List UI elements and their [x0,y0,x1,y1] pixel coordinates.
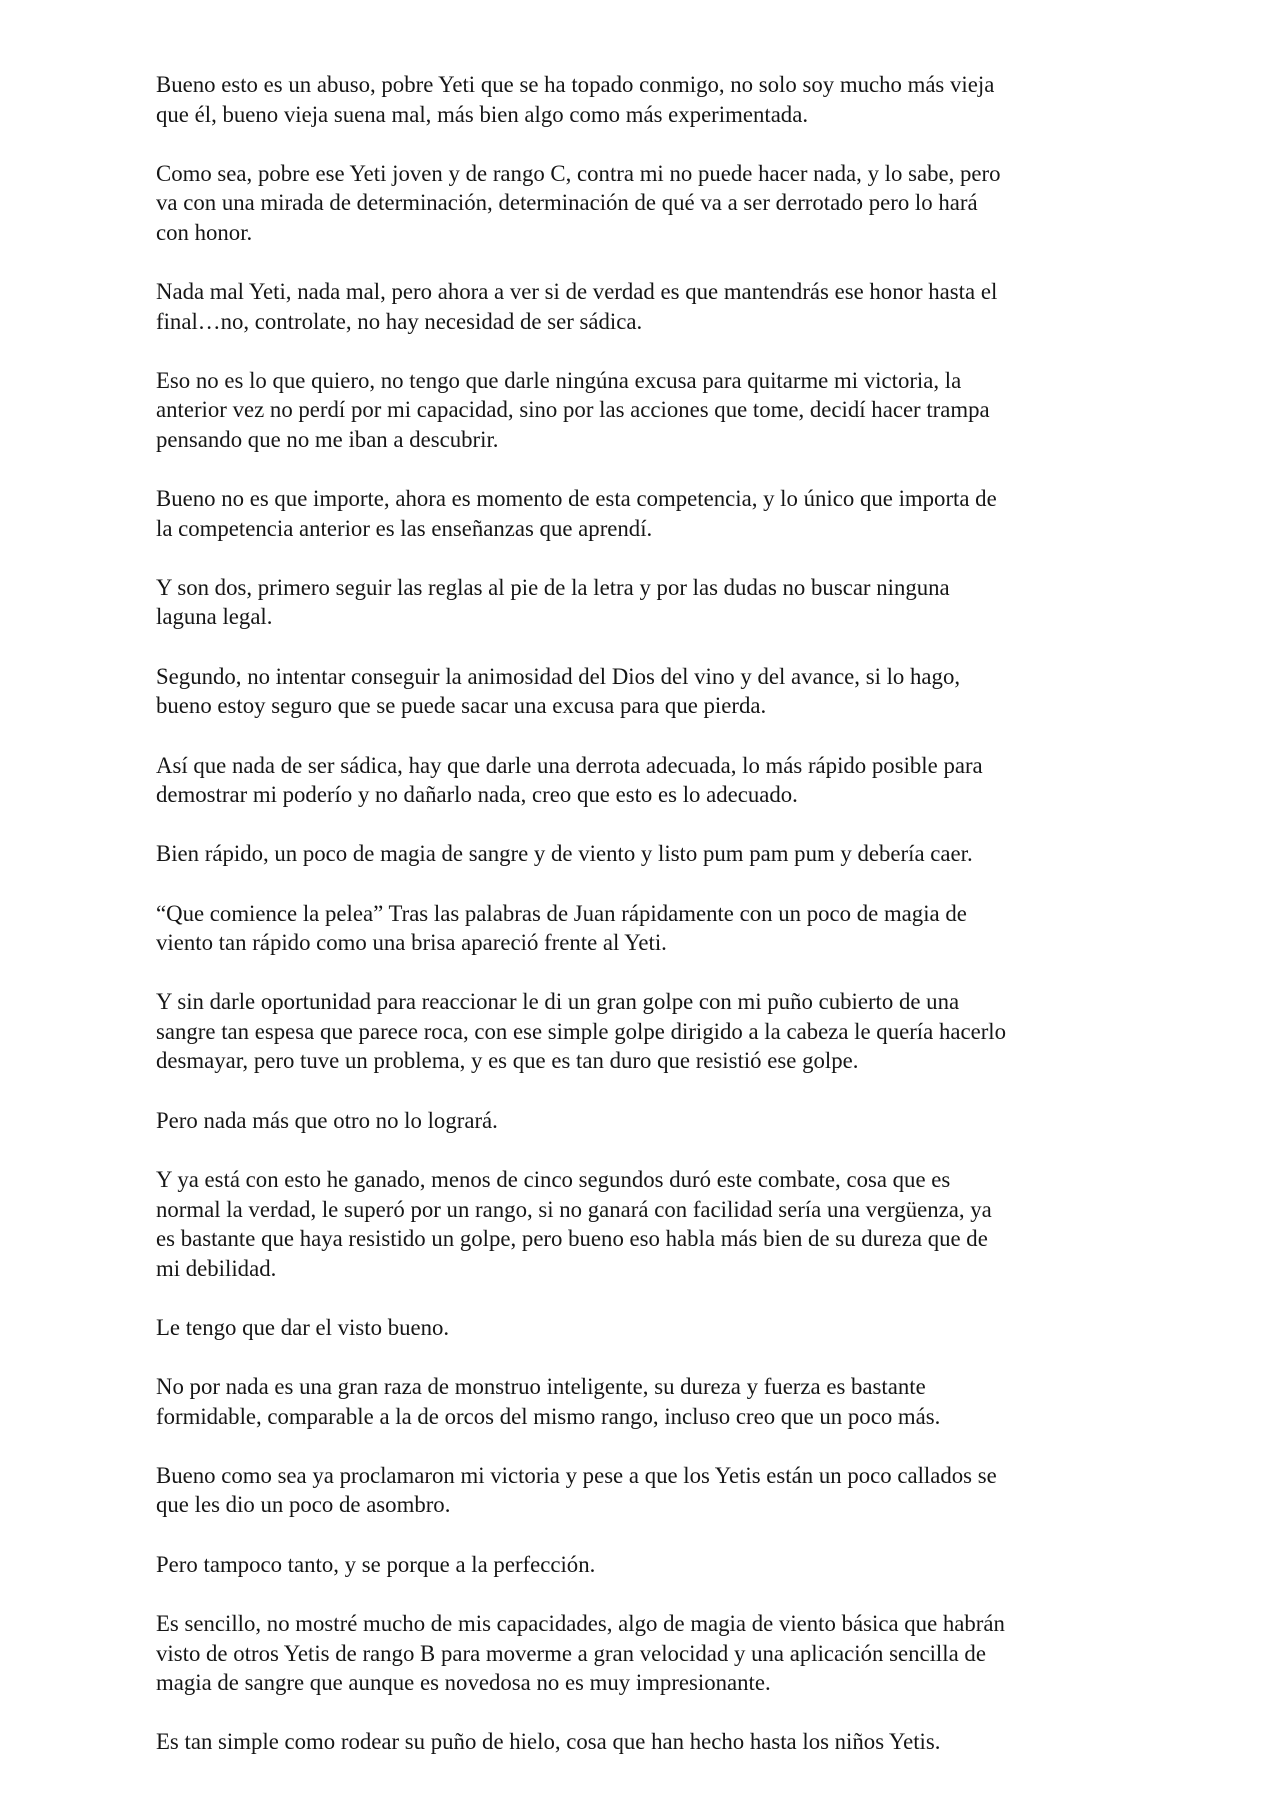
paragraph [156,484,1134,543]
text-line: Y sin darle oportunidad para reaccionar le di un gran golpe con mi puño cubierto de una [156,989,960,1015]
text-line: es bastante que haya resistido un golpe, pero bueno eso habla más bien de su dureza que de [156,1226,988,1252]
text-line: magia de sangre que aunque es novedosa no es muy impresionante. [156,1670,771,1696]
text-line: “Que comience la pelea” Tras las palabras de Juan rápidamente con un poco de magia de [156,900,967,926]
text-line: Bien rápido, un poco de magia de sangre y de viento y listo pum pam pum y debería caer. [156,841,973,867]
paragraph [156,1372,1134,1431]
paragraph [156,662,1134,721]
text-line: pensando que no me iban a descubrir. [156,426,499,452]
paragraph [156,1165,1134,1283]
text-line: final…no, controlate, no hay necesidad de ser sádica. [156,308,643,334]
text-line: con honor. [156,219,253,245]
paragraph [156,1106,1134,1136]
text-line: normal la verdad, le superó por un rango, si no ganará con facilidad sería una vergüenza, ya [156,1196,992,1222]
paragraph [156,839,1134,869]
paragraph [156,1727,1134,1757]
text-line: sangre tan espesa que parece roca, con ese simple golpe dirigido a la cabeza le quería hacerlo [156,1018,1007,1044]
paragraph [156,987,1134,1076]
text-line: Nada mal Yeti, nada mal, pero ahora a ver si de verdad es que mantendrás ese honor hasta el [156,279,998,305]
text-line: que él, bueno vieja suena mal, más bien algo como más experimentada. [156,101,809,127]
paragraph [156,277,1134,336]
paragraph [156,899,1134,958]
text-line: bueno estoy seguro que se puede sacar una excusa para que pierda. [156,693,767,719]
paragraph [156,366,1134,455]
text-line: Segundo, no intentar conseguir la animosidad del Dios del vino y del avance, si lo hago, [156,663,961,689]
paragraph [156,70,1134,129]
document-page [156,70,1134,1787]
text-line: laguna legal. [156,604,273,630]
text-line: demostrar mi poderío y no dañarlo nada, creo que esto es lo adecuado. [156,782,798,808]
text-line: Y son dos, primero seguir las reglas al pie de la letra y por las dudas no buscar ninguna [156,574,950,600]
text-line: mi debilidad. [156,1255,277,1281]
text-line: Así que nada de ser sádica, hay que darle una derrota adecuada, lo más rápido posible para [156,752,983,778]
paragraph [156,573,1134,632]
text-line: la competencia anterior es las enseñanzas que aprendí. [156,515,653,541]
paragraph [156,1609,1134,1698]
text-line: No por nada es una gran raza de monstruo inteligente, su dureza y fuerza es bastante [156,1374,926,1400]
text-line: Es sencillo, no mostré mucho de mis capacidades, algo de magia de viento básica que habrán [156,1611,1005,1637]
text-line: va con una mirada de determinación, determinación de qué va a ser derrotado pero lo hará [156,190,978,216]
text-line: viento tan rápido como una brisa apareció frente al Yeti. [156,930,667,956]
text-line: Pero nada más que otro no lo logrará. [156,1107,498,1133]
text-line: Bueno como sea ya proclamaron mi victoria y pese a que los Yetis están un poco callados se [156,1462,997,1488]
text-line: Pero tampoco tanto, y se porque a la perfección. [156,1551,596,1577]
text-line: anterior vez no perdí por mi capacidad, sino por las acciones que tome, decidí hacer trampa [156,397,990,423]
paragraph [156,159,1134,248]
text-line: que les dio un poco de asombro. [156,1492,451,1518]
text-line: Es tan simple como rodear su puño de hielo, cosa que han hecho hasta los niños Yetis. [156,1729,941,1755]
text-line: Como sea, pobre ese Yeti joven y de rango C, contra mi no puede hacer nada, y lo sabe, pero [156,160,1001,186]
text-line: Bueno esto es un abuso, pobre Yeti que se ha topado conmigo, no solo soy mucho más vieja [156,72,995,97]
text-line: Le tengo que dar el visto bueno. [156,1314,450,1340]
text-line: formidable, comparable a la de orcos del mismo rango, incluso creo que un poco más. [156,1403,941,1429]
text-line: visto de otros Yetis de rango B para moverme a gran velocidad y una aplicación sencilla de [156,1640,986,1666]
paragraph [156,751,1134,810]
paragraph [156,1550,1134,1580]
text-line: Y ya está con esto he ganado, menos de cinco segundos duró este combate, cosa que es [156,1167,951,1193]
paragraph [156,1461,1134,1520]
paragraph [156,1313,1134,1343]
text-line: Bueno no es que importe, ahora es momento de esta competencia, y lo único que importa de [156,486,997,512]
text-line: desmayar, pero tuve un problema, y es que es tan duro que resistió ese golpe. [156,1048,859,1074]
text-line: Eso no es lo que quiero, no tengo que darle ningúna excusa para quitarme mi victoria, la [156,367,962,393]
